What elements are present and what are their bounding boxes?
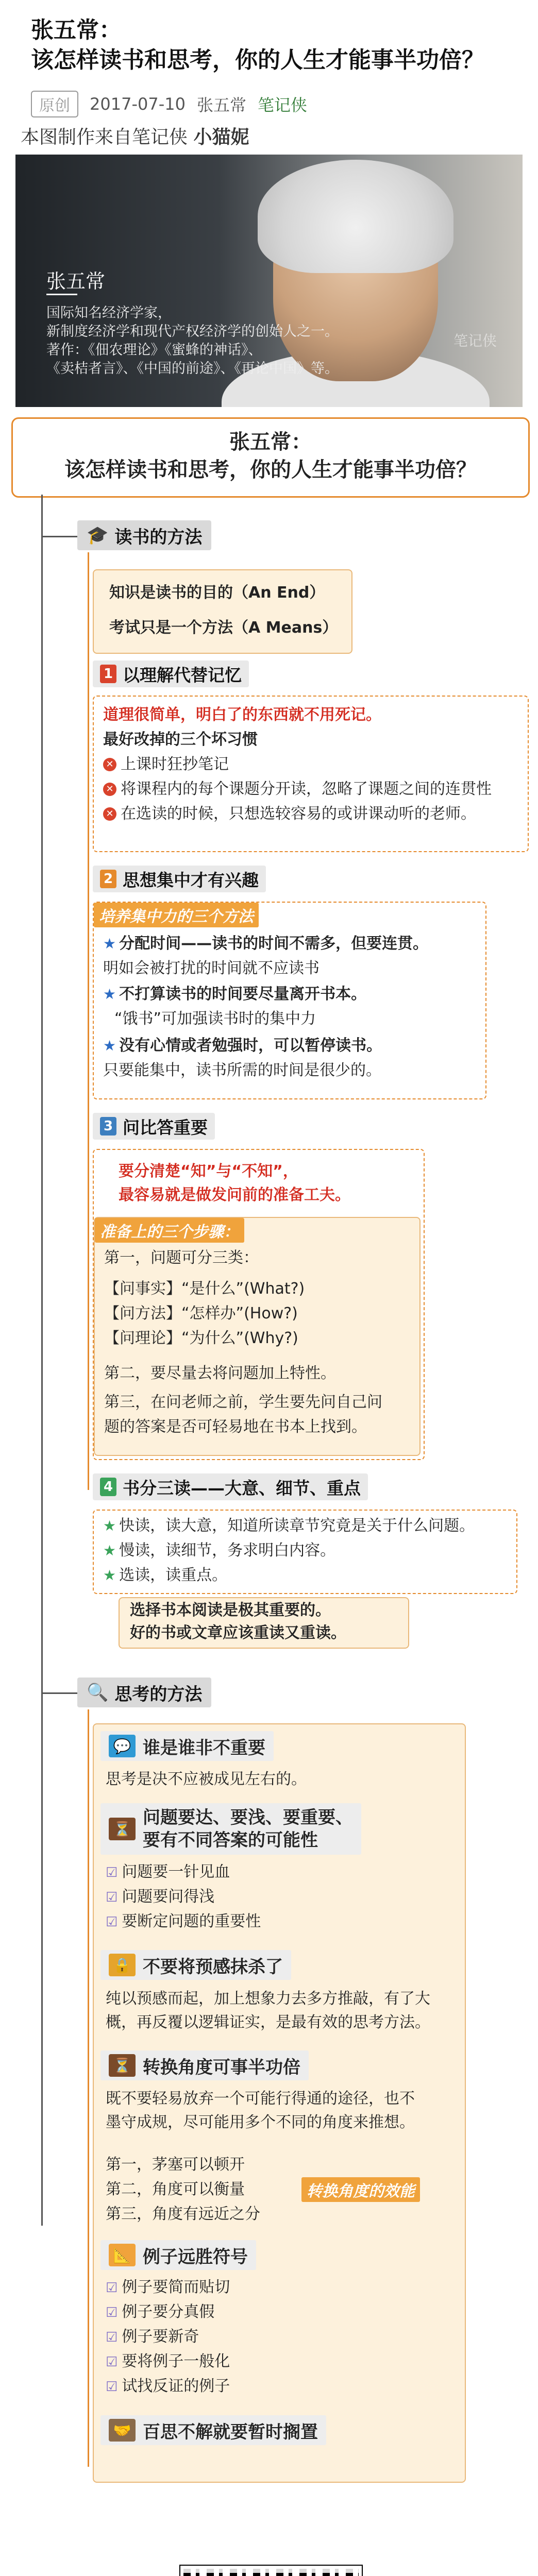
checkbox-icon: ☑ — [106, 1890, 118, 1905]
footer — [0, 2555, 538, 2576]
thinking-point-3: 🔒 不要将预感抹杀了 — [100, 1950, 291, 1980]
article-title-line2: 该怎样读书和思考，你的人生才能事半功倍？ — [31, 47, 484, 73]
checkbox-icon: ☑ — [106, 2354, 118, 2370]
section-number-4: 4 — [100, 1478, 116, 1496]
lock-icon: 🔒 — [109, 1954, 136, 1976]
author-name: 张五常 — [196, 95, 246, 115]
article-meta — [31, 91, 307, 117]
section-focus — [93, 866, 266, 892]
angle-effect-item: 第一，茅塞可以顿开 — [106, 2156, 245, 2174]
bad-habit-item: ✕ 上课时狂抄笔记 — [103, 753, 229, 776]
bad-habit-item: ✕ 在选读的时候，只想选较容易的或讲课动听的老师。 — [103, 803, 476, 825]
thinking-point-4-text-1: 既不要轻易放弃一个可能行得通的途径，也不 — [106, 2090, 415, 2108]
focus-point-1: ★ 分配时间——读书的时间不需多，但要连贯。 — [103, 935, 429, 953]
portrait-name: 张五常 — [46, 270, 106, 293]
reading-sub-line — [88, 552, 89, 1490]
angle-effect-tag: 转换角度的效能 — [301, 2177, 420, 2202]
thinking-point-4: ⏳ 转换角度可事半功倍 — [100, 2050, 309, 2080]
star-icon: ★ — [103, 1542, 116, 1559]
read-item: ★ 选读，读重点。 — [103, 1566, 228, 1584]
thinking-sub-line — [88, 1709, 89, 2467]
section-ask-label: 问比答重要 — [123, 1117, 208, 1138]
thinking-point-4-text-2: 墨守成规，尽可能用多个不同的角度来推想。 — [106, 2113, 415, 2131]
account-link[interactable]: 笔记侠 — [257, 95, 307, 115]
thinking-point-2-item: ☑ 问题要一针见血 — [106, 1863, 230, 1881]
star-icon: ★ — [103, 986, 116, 1003]
section-three-reads-label: 书分三读——大意、细节、重点 — [123, 1478, 361, 1498]
thinking-point-2-item: ☑ 问题要问得浅 — [106, 1888, 215, 1906]
branch-connector-reading — [41, 536, 77, 537]
example-item: ☑ 要将例子一般化 — [106, 2352, 230, 2370]
star-icon: ★ — [103, 1517, 116, 1534]
example-item: ☑ 例子要简而贴切 — [106, 2278, 230, 2296]
thinking-point-3-text-1: 纯以预感而起，加上想象力去多方推敲，有了大 — [106, 1990, 430, 2008]
portrait-divider — [46, 294, 77, 295]
original-tag: 原创 — [31, 91, 78, 117]
section-understanding-label: 以理解代替记忆 — [123, 665, 242, 685]
thinking-point-2-item: ☑ 要断定问题的重要性 — [106, 1912, 261, 1930]
focus-point-3-detail: 只要能集中，读书所需的时间是很少的。 — [103, 1061, 381, 1079]
branch-connector-thinking — [41, 1692, 77, 1694]
example-item: ☑ 例子要分真假 — [106, 2303, 215, 2321]
checkbox-icon: ☑ — [106, 2330, 118, 2345]
speech-bubble-icon: 💬 — [109, 1735, 136, 1757]
question-type: 【问事实】“是什么”(What?) — [104, 1280, 305, 1298]
branch-reading-label: 读书的方法 — [114, 527, 203, 548]
reading-intro-panel — [93, 569, 352, 654]
hourglass-icon: ⏳ — [109, 2054, 136, 2077]
checkbox-icon: ☑ — [106, 2379, 118, 2395]
x-mark-icon: ✕ — [103, 758, 116, 771]
angle-effect-item: 第二，角度可以衡量 — [106, 2180, 245, 2198]
example-item: ☑ 试找反证的例子 — [106, 2377, 230, 2395]
section-understanding — [93, 660, 249, 687]
book-choice-note — [119, 1597, 409, 1649]
section-focus-label: 思想集中才有兴趣 — [123, 870, 259, 890]
graduation-cap-icon: 🎓 — [87, 525, 109, 546]
ask-step-3a: 第三，在问老师之前，学生要先问自己问 — [104, 1393, 382, 1411]
checkbox-icon: ☑ — [106, 1914, 118, 1930]
focus-methods-tag: 培养集中力的三个方法 — [94, 903, 259, 927]
thinking-point-2: ⏳ 问题要达、要浅、要重要、 要有不同答案的可能性 — [100, 1803, 361, 1855]
portrait-hair — [258, 160, 453, 273]
article-title — [31, 15, 515, 75]
ask-steps-panel — [94, 1217, 421, 1456]
ask-steps-tag: 准备上的三个步骤： — [95, 1218, 244, 1243]
handshake-icon: 🤝 — [109, 2419, 136, 2442]
star-icon: ★ — [103, 935, 116, 952]
section-number-3: 3 — [100, 1117, 116, 1136]
thinking-point-1-text: 思考是决不应被成见左右的。 — [106, 1770, 307, 1788]
x-mark-icon: ✕ — [103, 783, 116, 796]
book-choice-note-1: 选择书本阅读是极其重要的。 — [130, 1601, 331, 1619]
ruler-triangle-icon: 📐 — [109, 2244, 136, 2266]
focus-panel — [93, 902, 486, 1099]
credit-prefix: 本图制作来自笔记侠 — [21, 127, 188, 148]
thinking-point-6: 🤝 百思不解就要暂时搁置 — [100, 2415, 326, 2445]
image-credit — [21, 123, 249, 149]
section-number-1: 1 — [100, 665, 116, 683]
angle-effect-item: 第三，角度有远近之分 — [106, 2205, 260, 2223]
main-trunk-line — [41, 495, 43, 2226]
thinking-point-1: 💬 谁是谁非不重要 — [100, 1731, 274, 1761]
branch-reading — [77, 520, 211, 550]
ask-step-1: 第一，问题可分三类： — [104, 1249, 259, 1267]
branch-thinking — [77, 1677, 211, 1707]
checkbox-icon: ☑ — [106, 1865, 118, 1880]
ask-panel — [93, 1149, 425, 1460]
ask-step-3b: 题的答案是否可轻易地在书本上找到。 — [104, 1418, 367, 1436]
x-mark-icon: ✕ — [103, 807, 116, 821]
understanding-panel — [93, 696, 529, 852]
article-title-line1: 张五常： — [31, 17, 122, 43]
intro-means: 考试只是一个方法（A Means） — [109, 619, 338, 637]
intro-end: 知识是读书的目的（An End） — [109, 584, 325, 602]
section-number-2: 2 — [100, 870, 116, 888]
question-type: 【问方法】“怎样办”(How?) — [104, 1304, 298, 1323]
ask-step-2: 第二，要尽量去将问题加上特性。 — [104, 1364, 336, 1382]
thinking-point-3-text-2: 概，再反覆以逻辑证实，是最有效的思考方法。 — [106, 2013, 430, 2031]
publish-date: 2017-07-10 — [90, 94, 186, 114]
credit-name: 小猫妮 — [193, 127, 249, 148]
book-choice-note-2: 好的书或文章应该重读又重读。 — [130, 1624, 346, 1642]
focus-point-2: ★ 不打算读书的时间要尽量离开书本。 — [103, 985, 367, 1003]
read-item: ★ 快读，读大意，知道所读章节究竟是关于什么问题。 — [103, 1517, 475, 1535]
focus-point-3: ★ 没有心情或者勉强时，可以暂停读书。 — [103, 1037, 382, 1055]
watermark-logo: 笔记侠 — [453, 332, 497, 349]
understanding-key-point: 道理很简单，明白了的东西就不用死记。 — [103, 706, 381, 724]
branch-thinking-label: 思考的方法 — [114, 1684, 203, 1705]
thinking-point-5: 📐 例子远胜符号 — [100, 2240, 256, 2270]
checkbox-icon: ☑ — [106, 2280, 118, 2296]
bad-habit-item: ✕ 将课程内的每个课题分开读，忽略了课题之间的连贯性 — [103, 778, 492, 801]
portrait-description: 国际知名经济学家， 新制度经济学和现代产权经济学的创始人之一。 著作：《佃农理论》《蜜蜂的神话》、 《卖桔者言》、《中国的前途》、《再论中国》等。 — [46, 305, 339, 377]
section-ask — [93, 1113, 215, 1140]
qr-pattern — [183, 2569, 359, 2576]
focus-point-1-detail: 明如会被打扰的时间就不应读书 — [103, 959, 320, 977]
hourglass-icon: ⏳ — [109, 1818, 136, 1840]
bad-habits-title: 最好改掉的三个坏习惯 — [103, 731, 258, 749]
ask-key-point-2: 最容易就是做发问前的准备工夫。 — [119, 1186, 350, 1204]
star-icon: ★ — [103, 1037, 116, 1054]
checkbox-icon: ☑ — [106, 2305, 118, 2320]
section-three-reads — [93, 1473, 368, 1500]
star-icon: ★ — [103, 1567, 116, 1584]
read-item: ★ 慢读，读细节，务求明白内容。 — [103, 1541, 336, 1560]
focus-point-2-detail: “饿书”可加强读书时的集中力 — [114, 1010, 316, 1028]
three-reads-panel — [93, 1510, 517, 1594]
portrait-banner — [15, 155, 523, 407]
magnifier-icon: 🔍 — [87, 1682, 109, 1703]
mindmap-title-line2: 该怎样读书和思考，你的人生才能事半功倍？ — [64, 458, 477, 482]
qr-code[interactable] — [180, 2566, 362, 2576]
mindmap-title-box — [11, 417, 530, 498]
question-type: 【问理论】“为什么”(Why?) — [104, 1329, 298, 1347]
example-item: ☑ 例子要新奇 — [106, 2328, 199, 2346]
ask-key-point-1: 要分清楚“知”与“不知”， — [119, 1162, 298, 1180]
mindmap-title-line1: 张五常： — [229, 430, 312, 454]
